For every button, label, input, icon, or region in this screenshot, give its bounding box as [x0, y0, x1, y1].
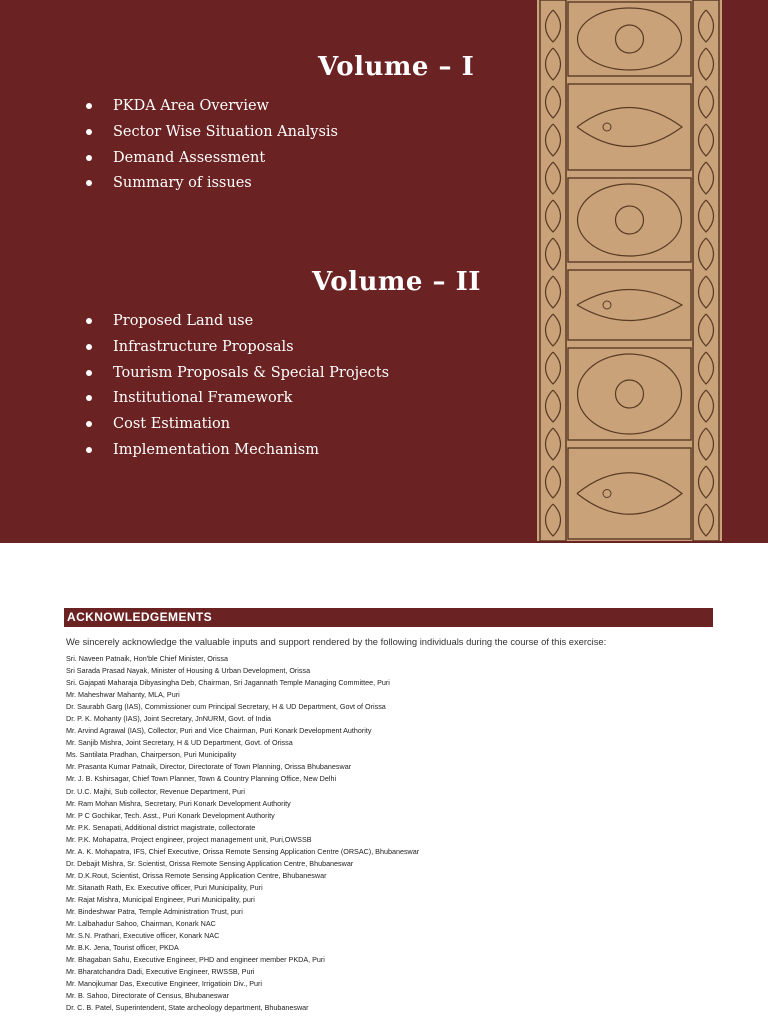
acknowledgements-list	[66, 653, 419, 1014]
volume-1-item: PKDA Area Overview	[83, 96, 338, 122]
art-figure	[616, 206, 644, 234]
acknowledgement-name: Mr. Maheshwar Mahanty, MLA, Puri	[66, 690, 180, 700]
acknowledgement-name: Dr. Saurabh Garg (IAS), Commissioner cum Principal Secretary, H & UD Department, Govt of Orissa	[66, 702, 386, 712]
art-right-leaf	[699, 466, 714, 498]
art-left-leaf	[546, 428, 561, 460]
acknowledgement-name: Ms. Santilata Pradhan, Chairperson, Puri Municipality	[66, 750, 237, 760]
art-left-leaf	[546, 390, 561, 422]
volume-2-item: Implementation Mechanism	[83, 440, 389, 466]
acknowledgement-name: Mr. Sitanath Rath, Ex. Executive officer, Puri Municipality, Puri	[66, 882, 263, 892]
acknowledgement-name: Mr. Ram Mohan Mishra, Secretary, Puri Konark Development Authority	[66, 798, 291, 808]
volume-2-list	[83, 311, 389, 466]
acknowledgement-name: Dr. C. B. Patel, Superintendent, State archeology department, Bhubaneswar	[66, 1003, 309, 1013]
acknowledgement-name: Mr. D.K.Rout, Scientist, Orissa Remote Sensing Application Centre, Bhubaneswar	[66, 870, 327, 880]
volume-2-item: Infrastructure Proposals	[83, 337, 389, 363]
volume-1-title: Volume – I	[318, 52, 475, 82]
acknowledgement-name: Mr. B. Sahoo, Directorate of Census, Bhubaneswar	[66, 991, 229, 1001]
art-left-leaf	[546, 466, 561, 498]
acknowledgement-name: Mr. Arvind Agrawal (IAS), Collector, Puri and Vice Chairman, Puri Konark Development Authority	[66, 726, 372, 736]
acknowledgement-name: Sri. Naveen Patnaik, Hon'ble Chief Minister, Orissa	[66, 654, 228, 663]
acknowledgement-name: Mr. A. K. Mohapatra, IFS, Chief Executive, Orissa Remote Sensing Application Centre (ORSAC), Bhubaneswar	[66, 846, 420, 856]
art-right-leaf	[699, 124, 714, 156]
acknowledgement-name: Sri Sarada Prasad Nayak, Minister of Housing & Urban Development, Orissa	[66, 666, 311, 676]
art-panel	[568, 348, 691, 440]
art-fish-eye	[603, 301, 611, 309]
art-panel	[568, 448, 691, 539]
volume-2-item: Proposed Land use	[83, 311, 389, 337]
volume-2-item: Cost Estimation	[83, 414, 389, 440]
acknowledgement-name: Mr. J. B. Kshirsagar, Chief Town Planner, Town & Country Planning Office, New Delhi	[66, 774, 337, 784]
acknowledgement-name: Mr. B.K. Jena, Tourist officer, PKDA	[66, 943, 179, 953]
art-medallion	[578, 184, 682, 256]
volume-1-item: Demand Assessment	[83, 148, 338, 174]
acknowledgement-name: Mr. Bindeshwar Patra, Temple Administration Trust, puri	[66, 906, 243, 916]
art-right-leaf	[699, 10, 714, 42]
volume-1-item: Sector Wise Situation Analysis	[83, 122, 338, 148]
volume-1-list	[83, 96, 338, 199]
art-panel	[568, 2, 691, 76]
art-right-leaf	[699, 504, 714, 536]
art-figure	[616, 25, 644, 53]
art-right-leaf	[699, 314, 714, 346]
art-right-leaf	[699, 238, 714, 270]
acknowledgement-name: Mr. Bharatchandra Dadi, Executive Engineer, RWSSB, Puri	[66, 967, 255, 977]
acknowledgement-name: Mr. Prasanta Kumar Patnaik, Director, Directorate of Town Planning, Orissa Bhubaneswar	[66, 762, 352, 772]
art-left-leaf	[546, 504, 561, 536]
acknowledgement-name: Mr. P.K. Senapati, Additional district magistrate, collectorate	[66, 822, 256, 832]
art-left-leaf	[546, 276, 561, 308]
acknowledgement-name: Dr. Debajit Mishra, Sr. Scientist, Orissa Remote Sensing Application Centre, Bhubaneswar	[66, 858, 354, 868]
acknowledgement-name: Mr. Manojkumar Das, Executive Engineer, Irrigatioin Div., Puri	[66, 979, 262, 989]
art-panel	[568, 84, 691, 170]
acknowledgements-intro: We sincerely acknowledge the valuable inputs and support rendered by the following individuals during the course of this exercise:	[66, 636, 607, 647]
acknowledgements-heading: ACKNOWLEDGEMENTS	[64, 608, 713, 627]
art-right-leaf	[699, 86, 714, 118]
acknowledgement-name: Mr. Bhagaban Sahu, Executive Engineer, PHD and engineer member PKDA, Puri	[66, 955, 325, 965]
art-medallion	[578, 8, 682, 70]
volume-2-item: Institutional Framework	[83, 388, 389, 414]
art-fish	[577, 290, 682, 321]
art-left-leaf	[546, 10, 561, 42]
art-fish	[577, 108, 682, 147]
acknowledgement-name: Dr. U.C. Majhi, Sub collector, Revenue Department, Puri	[66, 786, 245, 796]
art-right-leaf	[699, 352, 714, 384]
artwork-pattern	[537, 0, 722, 541]
art-panel	[568, 178, 691, 262]
art-left-leaf	[546, 352, 561, 384]
art-left-leaf	[546, 124, 561, 156]
volume-1-item: Summary of issues	[83, 173, 338, 199]
art-medallion	[578, 354, 682, 434]
art-right-leaf	[699, 48, 714, 80]
volume-2-title: Volume – II	[312, 267, 481, 297]
acknowledgement-name: Mr. Lalbahadur Sahoo, Chairman, Konark NAC	[66, 919, 216, 929]
art-right-leaf	[699, 276, 714, 308]
art-right-leaf	[699, 428, 714, 460]
art-left-leaf	[546, 162, 561, 194]
acknowledgement-name: Mr. P C Gochikar, Tech. Asst., Puri Konark Development Authority	[66, 810, 275, 820]
volume-2-item: Tourism Proposals & Special Projects	[83, 363, 389, 389]
art-right-leaf	[699, 390, 714, 422]
acknowledgement-name: Mr. Rajat Mishra, Municipal Engineer, Puri Municipality, puri	[66, 894, 255, 904]
pattachitra-artwork	[537, 0, 722, 541]
acknowledgement-name: Mr. P.K. Mohapatra, Project engineer, project management unit, Puri,OWSSB	[66, 834, 312, 844]
art-left-leaf	[546, 48, 561, 80]
acknowledgement-name: Mr. Sanjib Mishra, Joint Secretary, H & UD Department, Govt. of Orissa	[66, 738, 293, 748]
art-left-leaf	[546, 238, 561, 270]
acknowledgement-name: Dr. P. K. Mohanty (IAS), Joint Secretary, JnNURM, Govt. of India	[66, 714, 272, 724]
art-fish	[577, 473, 682, 515]
art-panel	[568, 270, 691, 340]
art-fish-eye	[603, 490, 611, 498]
art-figure	[616, 380, 644, 408]
acknowledgement-name: Sri. Gajapati Maharaja Dibyasingha Deb, Chairman, Sri Jagannath Temple Managing Committee, Puri	[66, 678, 390, 688]
art-left-leaf	[546, 86, 561, 118]
art-right-leaf	[699, 162, 714, 194]
art-fish-eye	[603, 123, 611, 131]
art-left-leaf	[546, 314, 561, 346]
acknowledgement-name: Mr. S.N. Prathari, Executive officer, Konark NAC	[66, 931, 220, 941]
art-right-leaf	[699, 200, 714, 232]
art-left-leaf	[546, 200, 561, 232]
